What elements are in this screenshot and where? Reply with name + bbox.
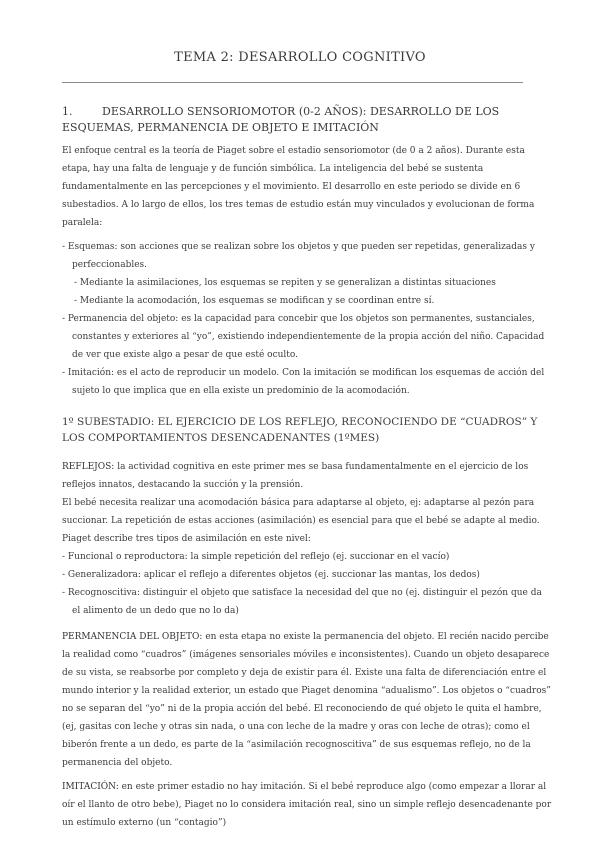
reflejos-text: la actividad cognitiva en este primer mes se basa fundamentalmente en el ejercicio de los reflejos innatos, destacando la succión y la prensión. (62, 462, 529, 490)
imitacion-label: IMITACIÓN: (62, 782, 119, 792)
permanencia-label: PERMANENCIA DEL OBJETO: (62, 632, 203, 642)
section-1-heading (62, 104, 552, 136)
permanencia-paragraph (62, 628, 552, 772)
section-2-heading: 1º SUBESTADIO: EL EJERCICIO DE LOS REFLEJO, RECONOCIENDO DE “CUADROS” Y LOS COMPORTAMIENTOS DESENCADENANTES (1ºMES) (62, 416, 538, 444)
list-item: - Mediante la acomodación, los esquemas se modifican y se coordinan entre sí. (74, 296, 435, 306)
section-1-list (62, 238, 552, 400)
list-item: - Imitación: es el acto de reproducir un modelo. Con la imitación se modifican los esquemas de acción del sujeto lo que implica que en ella existe un predominio de la acomodación. (62, 368, 545, 396)
list-item: - Mediante la asimilaciones, los esquemas se repiten y se generalizan a distintas situaciones (74, 278, 496, 288)
asimilacion-list (62, 548, 552, 620)
permanencia-text: en esta etapa no existe la permanencia del objeto. El recién nacido percibe la realidad como “cuadros” (imágenes sensoriales móviles e inconsistentes). Cuando un objeto desaparece de su vista, se reabsorbe por completo y deja de existir para él. Existe una falta de diferenciación entre el mundo interior y la realidad exterior, un estado que Piaget denomina “adualismo”. Los objetos o “cuadros” no se separan del “yo” ni de la propia acción del bebé. El reconociendo de qué objeto le quita el hambre, (ej, gasitas con leche y otras sin nada, o una con leche de la madre y oras con leche de otras); como el biberón frente a un dedo, es parte de la “asimilación recognoscitiva” de sus esquemas reflejo, no de la permanencia del objeto. (62, 632, 551, 768)
list-item: - Recognoscitiva: distinguir el objeto que satisface la necesidad del que no (ej. distinguir el pezón que da el alimento de un dedo que no lo da) (62, 588, 542, 616)
imitacion-paragraph (62, 778, 552, 832)
list-item: - Generalizadora: aplicar el reflejo a diferentes objetos (ej. succionar las mantas, los dedos) (62, 570, 480, 580)
section-1-intro: El enfoque central es la teoría de Piaget sobre el estadio sensoriomotor (de 0 a 2 años). Durante esta etapa, hay una falta de lenguaje y de función simbólica. La inteligencia del bebé se sustenta fundamentalmente en las percepciones y el movimiento. El desarrollo en este periodo se divide en 6 subestadios. A lo largo de ellos, los tres temas de estudio están muy vinculados y evolucionan de forma paralela: (62, 146, 535, 228)
document-title: TEMA 2: DESARROLLO COGNITIVO (174, 50, 426, 65)
document-body (62, 104, 552, 832)
reflejos-paragraph-2: El bebé necesita realizar una acomodación básica para adaptarse al objeto, ej: adaptarse al pezón para succionar. La repetición de estas acciones (asimilación) es esencial para que el bebé se adapte al medio. Piaget describe tres tipos de asimilación en este nivel: (62, 498, 540, 544)
imitacion-text: en este primer estadio no hay imitación. Si el bebé reproduce algo (como empezar a llorar al oír el llanto de otro bebe), Piaget no lo considera imitación real, sino un simple reflejo desencadenante por un estímulo externo (un “contagio”) (62, 782, 552, 828)
section-1-number: 1. (62, 105, 73, 118)
list-item: - Permanencia del objeto: es la capacidad para concebir que los objetos son permanentes, sustanciales, constantes y exteriores al “yo”, existiendo independientemente de la propia acción del niño. Capacidad de ver que existe algo a pesar de que esté oculto. (62, 314, 545, 360)
list-item: - Esquemas: son acciones que se realizan sobre los objetos y que pueden ser repetidas, generalizadas y perfeccionables. (62, 242, 535, 270)
reflejos-paragraph (62, 458, 552, 494)
reflejos-label: REFLEJOS: (62, 462, 115, 472)
section-1-heading-text: DESARROLLO SENSORIOMOTOR (0-2 AÑOS): DESARROLLO DE LOS ESQUEMAS, PERMANENCIA DE OBJETO E IMITACIÓN (62, 105, 500, 134)
list-item: - Funcional o reproductora: la simple repetición del reflejo (ej. succionar en el vacío) (62, 552, 450, 562)
title-divider (62, 82, 523, 83)
